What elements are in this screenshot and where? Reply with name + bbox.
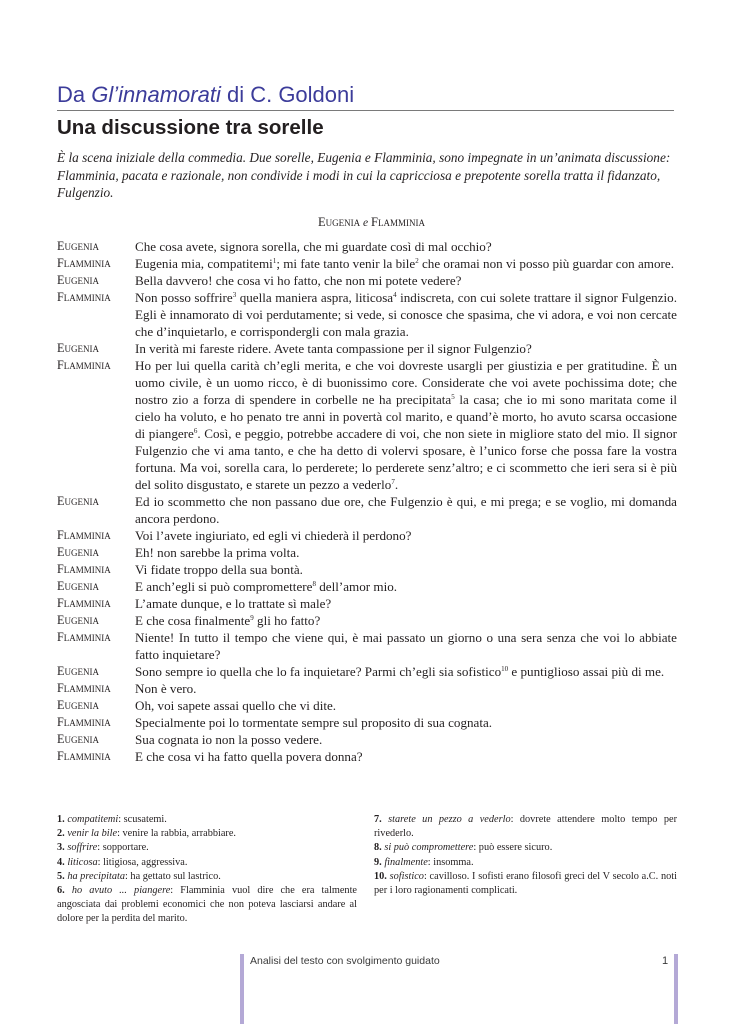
dialogue-line: [57, 697, 677, 714]
speech-segment: .: [394, 477, 399, 492]
speech-segment: E che cosa vi ha fatto quella povera donna?: [135, 749, 363, 764]
speech-text: [135, 578, 677, 595]
footnote-ref: 8: [312, 580, 316, 588]
footnote-ref: 4: [393, 291, 397, 299]
page-title: Una discussione tra sorelle: [57, 116, 324, 139]
footnote-term: starete un pezzo a vederlo: [388, 814, 511, 825]
footnote-text: : dovrete attendere molto tempo per rivederlo.: [374, 814, 677, 840]
footnotes-right: [374, 813, 677, 898]
speech-segment: e puntiglioso assai più di me.: [508, 664, 665, 679]
speaker-name: Flamminia: [57, 528, 111, 542]
speech-segment: gli ho fatto?: [253, 613, 321, 628]
footer-text: Analisi del testo con svolgimento guidato: [250, 955, 440, 967]
speaker-name: Eugenia: [57, 698, 99, 712]
page-number: 1: [662, 955, 669, 967]
footnote-ref: 5: [451, 393, 455, 401]
cast-first: Eugenia: [318, 215, 361, 229]
footnote: [57, 813, 357, 827]
dialogue-line: [57, 680, 677, 697]
speech-segment: Oh, voi sapete assai quello che vi dite.: [135, 698, 337, 713]
speaker-name: Eugenia: [57, 613, 99, 627]
dialogue-line: [57, 340, 677, 357]
footnote-ref: 2: [415, 257, 419, 265]
footnote-ref: 9: [250, 614, 254, 622]
dialogue-line: [57, 255, 677, 272]
speech-segment: Non posso soffrire: [135, 290, 233, 305]
footnote-number: 5.: [57, 870, 65, 882]
cast-conj: e: [363, 217, 369, 229]
speech-segment: Ed io scommetto che non passano due ore, che Fulgenzio è qui, e mi prega; e se voglio, mi domanda ancora perdono.: [135, 494, 677, 526]
dialogue-line: [57, 612, 677, 629]
speaker-name: Eugenia: [57, 579, 99, 593]
speech-segment: Specialmente poi lo tormentate sempre sul proposito di sua cognata.: [135, 715, 493, 730]
dialogue-line: [57, 544, 677, 561]
footnote: [374, 856, 677, 870]
footer-bar-left: [240, 954, 244, 1024]
footnote-text: : litigiosa, aggressiva.: [97, 856, 188, 868]
speech-segment: Non è vero.: [135, 681, 197, 696]
speech-text: [135, 493, 677, 527]
speaker-name: Eugenia: [57, 545, 99, 559]
speech-text: [135, 544, 677, 561]
footnote: [57, 884, 357, 927]
speaker-name: Eugenia: [57, 664, 99, 678]
footnote-number: 3.: [57, 842, 65, 854]
speech-segment: Sono sempre io quella che lo fa inquietare? Parmi ch’egli sia sofistico: [135, 664, 502, 679]
footnote-ref: 3: [232, 291, 237, 299]
speech-text: [135, 612, 677, 629]
speech-segment: Eh! non sarebbe la prima volta.: [135, 545, 300, 560]
speech-segment: Eugenia mia, compatitemi: [135, 256, 273, 271]
speech-segment: Niente! In tutto il tempo che viene qui, è mai passato un giorno o una sera senza che voi lo abbiate fatto inquietare?: [135, 630, 677, 662]
footnote-term: finalmente: [384, 856, 428, 868]
speaker-name: Flamminia: [57, 562, 111, 576]
footnote-text: : ha gettato sul lastrico.: [125, 870, 221, 882]
footnote-number: 1.: [57, 814, 65, 825]
speaker-name: Eugenia: [57, 341, 99, 355]
footnote-text: : sopportare.: [97, 842, 149, 854]
speaker-name: Flamminia: [57, 749, 111, 763]
footnote-number: 9.: [374, 856, 382, 868]
speech-text: [135, 731, 677, 748]
intro-paragraph: È la scena iniziale della commedia. Due sorelle, Eugenia e Flamminia, sono impegnate in un’animata discussione: Flamminia, pacata e razionale, non condivide i modi in cui la capricciosa e prepotente sorella tratta il fidanzato, Fulgenzio.: [57, 150, 671, 200]
footnote-text: : cavilloso. I sofisti erano filosofi greci del V secolo a.C. noti per i loro ragionamenti complicati.: [374, 870, 678, 897]
footnote-term: liticosa: [67, 856, 98, 868]
cast-line: [0, 215, 743, 230]
speaker-name: Flamminia: [57, 715, 111, 729]
footnote-number: 10.: [374, 870, 387, 882]
footnote: [57, 870, 357, 884]
footnote: [57, 827, 357, 841]
speaker-name: Eugenia: [57, 273, 99, 287]
speech-segment: Bella davvero! che cosa vi ho fatto, che non mi potete vedere?: [135, 273, 462, 288]
footnote-ref: 7: [391, 478, 395, 486]
footnote: [374, 870, 677, 898]
speech-segment: quella maniera aspra, liticosa: [236, 290, 394, 305]
footnote: [57, 856, 357, 870]
speech-text: [135, 748, 677, 765]
footnote: [374, 841, 677, 855]
speech-text: [135, 289, 677, 340]
speech-text: [135, 595, 677, 612]
speech-segment: E anch’egli si può compromettere: [135, 579, 313, 594]
footnote-text: : Flamminia vuol dire che era talmente angosciata dai problemi economici che non poteva lasciarsi andare al dolore per la perdita del marito.: [57, 885, 358, 925]
speech-text: [135, 527, 677, 544]
dialogue-line: [57, 238, 677, 255]
footnote-term: si può compromettere: [384, 842, 474, 854]
speech-text: [135, 561, 677, 578]
footnote-number: 2.: [57, 828, 65, 840]
dialogue-line: [57, 578, 677, 595]
speaker-name: Eugenia: [57, 494, 99, 508]
dialogue-line: [57, 527, 677, 544]
speaker-name: Flamminia: [57, 630, 111, 644]
footnote-ref: 10: [501, 665, 509, 673]
speech-segment: E che cosa finalmente: [135, 613, 251, 628]
speech-segment: . Così, e peggio, potrebbe accadere di voi, che non siete in migliore stato del mio. Il signor Fulgenzio che vi ama tanto, e che ha detto di volervi sposare, è l’unico forse che possa fare la vostra fortuna. Ma voi, sorella cara, lo perderete; lo perderete senz’altro; e ci scommetto che ieri sera si è più del solito disgustato, e starete un pezzo a vederlo: [135, 426, 677, 492]
footnotes-left: [57, 813, 357, 927]
speech-segment: In verità mi fareste ridere. Avete tanta compassione per il signor Fulgenzio?: [135, 341, 532, 356]
dialogue-line: [57, 714, 677, 731]
footnote-text: : venire la rabbia, arrabbiare.: [117, 828, 236, 840]
footnote-term: ha precipitata: [67, 870, 125, 882]
footnote: [57, 841, 357, 855]
dialogue-line: [57, 289, 677, 340]
footnote-number: 6.: [57, 885, 65, 897]
footnote-text: : insomma.: [427, 856, 474, 868]
speaker-name: Flamminia: [57, 256, 111, 270]
header-prefix: Da: [57, 82, 92, 107]
footnote-number: 8.: [374, 842, 382, 854]
dialogue-line: [57, 493, 677, 527]
speech-text: [135, 272, 677, 289]
speaker-name: Eugenia: [57, 239, 99, 253]
footnote-number: 4.: [57, 856, 65, 868]
speech-segment: indiscreta, con cui solete trattare il signor Fulgenzio. Egli è innamorato di voi perdutamente; si vede, si conosce che spasima, che vi adora, e voi non cercate che d’inquietarlo, e corrispondergli con mala grazia.: [135, 290, 677, 339]
speech-text: [135, 663, 677, 680]
dialogue-line: [57, 561, 677, 578]
speech-text: [135, 238, 677, 255]
footnote-text: : può essere sicuro.: [473, 842, 553, 854]
dialogue-line: [57, 748, 677, 765]
speaker-name: Flamminia: [57, 358, 111, 372]
speech-segment: Ho per lui quella carità ch’egli merita, e che voi dovreste usargli per giustizia e per gratitudine. È un uomo civile, è un uomo ricco, è di buonissimo core. Considerate che voi avete pochissima dote; che nostro zio a forza di spendere in corbelle ne ha precipitata: [135, 358, 677, 407]
speech-text: [135, 680, 677, 697]
speech-segment: dell’amor mio.: [315, 579, 398, 594]
speech-text: [135, 255, 677, 272]
dialogue: [57, 238, 677, 765]
speech-segment: che oramai non vi posso più guardar con amore.: [418, 256, 674, 271]
speaker-name: Eugenia: [57, 732, 99, 746]
speech-text: [135, 357, 677, 493]
speaker-name: Flamminia: [57, 681, 111, 695]
speech-text: [135, 697, 677, 714]
footnote-term: ho avuto ... piangere: [71, 885, 171, 897]
speech-segment: la casa; che io mi sono maritata come il cielo ha voluto, e ho penato tre anni in povertà col marito, e quand’è morto, ho avuto scarsa occasione di piangere: [135, 392, 677, 441]
footnote-term: sofistico: [389, 870, 424, 882]
speech-segment: L’amate dunque, e lo trattate sì male?: [135, 596, 332, 611]
footnote-ref: 1: [272, 257, 277, 265]
dialogue-line: [57, 272, 677, 289]
speech-segment: Sua cognata io non la posso vedere.: [135, 732, 323, 747]
header-work: Gl’innamorati: [91, 82, 221, 107]
footer-bar-right: [674, 954, 678, 1024]
dialogue-line: [57, 663, 677, 680]
footnote-text: : scusatemi.: [118, 814, 167, 825]
cast-second: Flamminia: [371, 215, 425, 229]
footnote-ref: 6: [193, 427, 198, 435]
footnote-term: soffrire: [67, 842, 98, 854]
speech-segment: Che cosa avete, signora sorella, che mi guardate così di mal occhio?: [135, 239, 492, 254]
header-suffix: di C. Goldoni: [220, 82, 355, 107]
dialogue-line: [57, 629, 677, 663]
speech-text: [135, 340, 677, 357]
speech-segment: Vi fidate troppo della sua bontà.: [135, 562, 303, 577]
footnote-term: venir la bile: [67, 828, 118, 840]
footnote-number: 7.: [374, 814, 382, 825]
footnote-term: compatitemi: [67, 814, 119, 825]
speech-segment: Voi l’avete ingiuriato, ed egli vi chiederà il perdono?: [135, 528, 412, 543]
footnote: [374, 813, 677, 841]
speech-text: [135, 714, 677, 731]
dialogue-line: [57, 357, 677, 493]
speech-segment: ; mi fate tanto venir la bile: [276, 256, 416, 271]
dialogue-line: [57, 731, 677, 748]
header-rule: [57, 110, 674, 111]
dialogue-line: [57, 595, 677, 612]
speaker-name: Flamminia: [57, 596, 111, 610]
speech-text: [135, 629, 677, 663]
header-title: [57, 82, 354, 108]
speaker-name: Flamminia: [57, 290, 111, 304]
